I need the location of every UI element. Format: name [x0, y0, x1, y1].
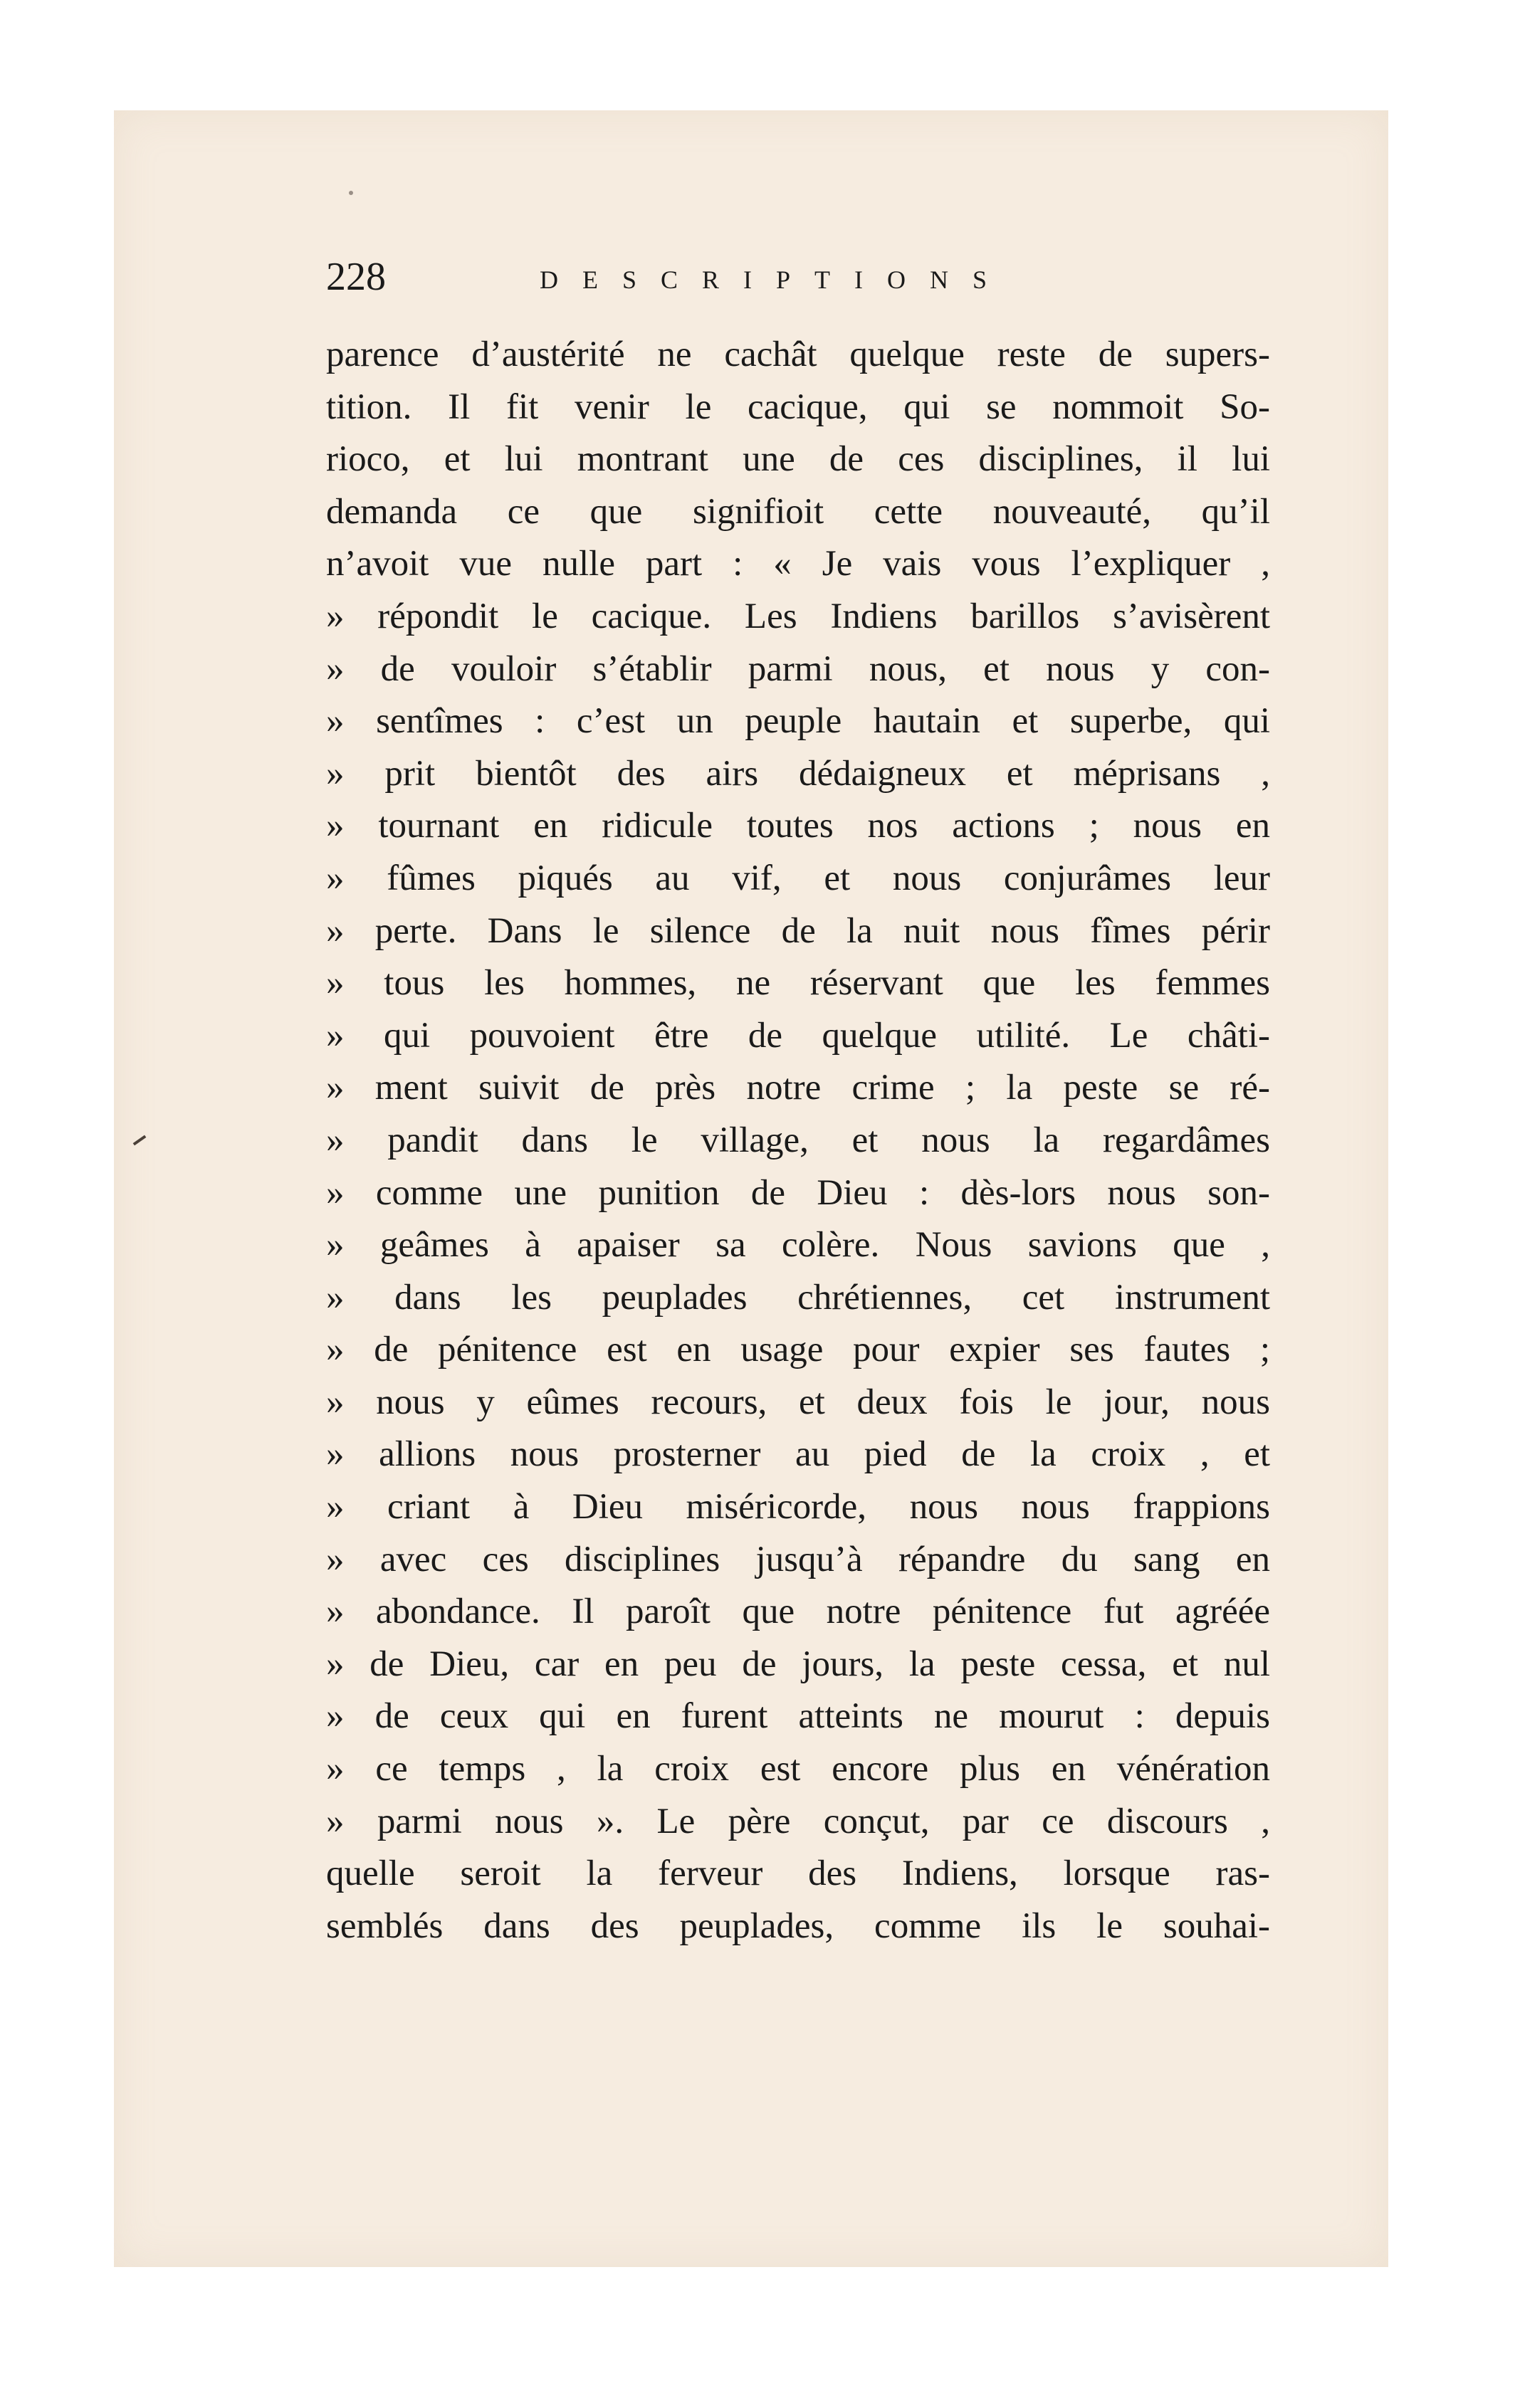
text-line: » dans les peuplades chrétiennes, cet instrument [326, 1277, 1270, 1318]
text-line: » de Dieu, car en peu de jours, la peste cessa, et nul [326, 1644, 1270, 1684]
text-line: » répondit le cacique. Les Indiens barillos s’avisèrent [326, 596, 1270, 636]
page-number: 228 [326, 255, 386, 299]
text-line: » tous les hommes, ne réservant que les femmes [326, 963, 1270, 1004]
text-line: » fûmes piqués au vif, et nous conjurâmes leur [326, 858, 1270, 898]
text-line: tition. Il fit venir le cacique, qui se nommoit So- [326, 387, 1270, 427]
text-line: » criant à Dieu miséricorde, nous nous frappions [326, 1487, 1270, 1528]
ink-speck [349, 191, 353, 195]
text-line: semblés dans des peuplades, comme ils le souhai- [326, 1905, 1270, 1946]
text-line: » de vouloir s’établir parmi nous, et nous y con- [326, 648, 1270, 689]
text-line: demanda ce que signifioit cette nouveauté, qu’il [326, 491, 1270, 532]
text-line: » geâmes à apaiser sa colère. Nous savions que , [326, 1225, 1270, 1266]
text-line: » avec ces disciplines jusqu’à répandre du sang en [326, 1539, 1270, 1579]
text-line: parence d’austérité ne cachât quelque reste de supers- [326, 335, 1270, 374]
text-line: » allions nous prosterner au pied de la croix , et [326, 1434, 1270, 1475]
text-line: » nous y eûmes recours, et deux fois le jour, nous [326, 1382, 1270, 1422]
text-line: » abondance. Il paroît que notre pénitence fut agréée [326, 1592, 1270, 1632]
page-header [326, 252, 1052, 302]
text-line: » pandit dans le village, et nous la regardâmes [326, 1120, 1270, 1160]
body-text [326, 329, 1270, 1952]
text-line: » de pénitence est en usage pour expier ses fautes ; [326, 1330, 1270, 1370]
text-line: rioco, et lui montrant une de ces disciplines, il lui [326, 439, 1270, 480]
text-line: » de ceux qui en furent atteints ne mourut : depuis [326, 1696, 1270, 1737]
text-line: quelle seroit la ferveur des Indiens, lorsque ras- [326, 1854, 1270, 1894]
text-line: n’avoit vue nulle part : « Je vais vous l’expliquer , [326, 544, 1270, 584]
text-line: » qui pouvoient être de quelque utilité. Le châti- [326, 1015, 1270, 1056]
text-line: » prit bientôt des airs dédaigneux et méprisans , [326, 753, 1270, 794]
text-line: » tournant en ridicule toutes nos actions ; nous en [326, 806, 1270, 846]
text-line: » parmi nous ». Le père conçut, par ce discours , [326, 1801, 1270, 1841]
text-line: » perte. Dans le silence de la nuit nous fîmes périr [326, 910, 1270, 951]
text-line: » ment suivit de près notre crime ; la peste se ré- [326, 1068, 1270, 1108]
text-line: » sentîmes : c’est un peuple hautain et superbe, qui [326, 701, 1270, 742]
text-line: » comme une punition de Dieu : dès-lors nous son- [326, 1172, 1270, 1213]
running-title: DESCRIPTIONS [540, 265, 1012, 294]
text-line: » ce temps , la croix est encore plus en vénération [326, 1749, 1270, 1789]
